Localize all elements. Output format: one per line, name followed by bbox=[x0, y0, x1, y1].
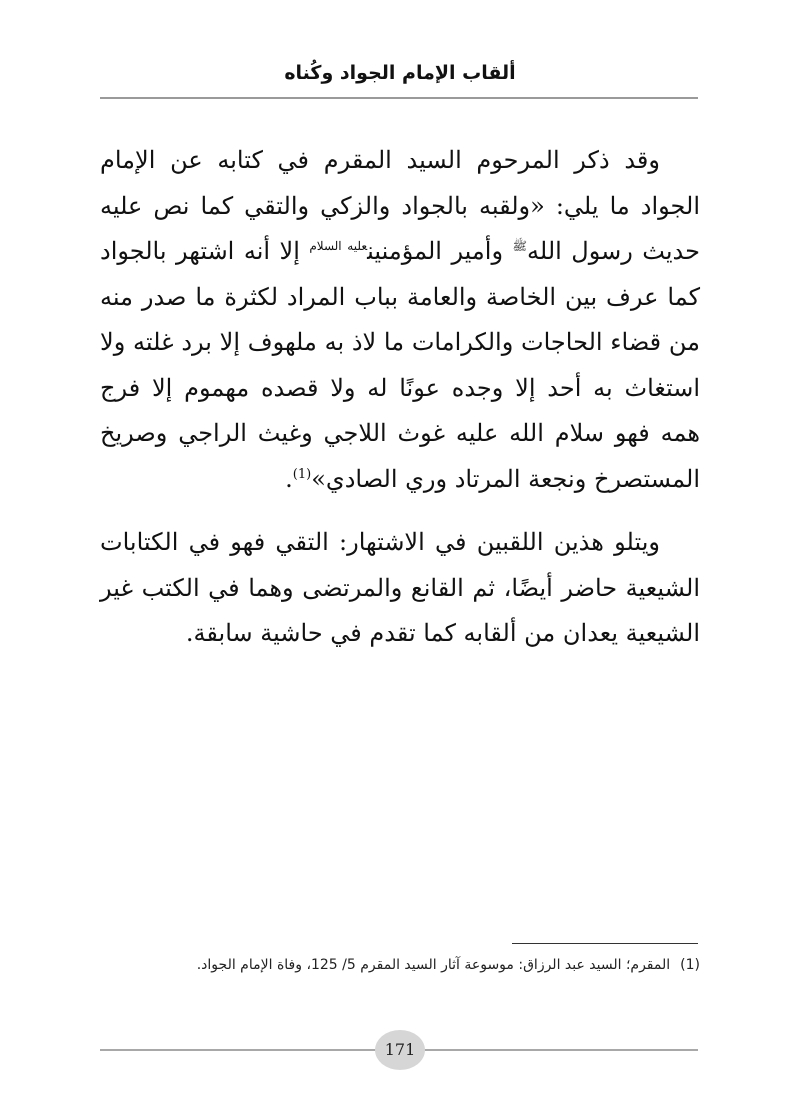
paragraph-1-part-3: إلا أنه اشتهر بالجواد كما عرف بين الخاصة والعامة بباب المراد لكثرة ما صدر منه من قضاء الحاجات والكرامات ما لاذ به ملهوف إلا برد غلته ولا استغاث به أحد إلا وجده عونًا له ولا قصده مهموم إلا فرج همه فهو سلام الله عليه غوث اللاجي وغيث الراجي وصريخ المستصرخ ونجعة المرتاد وري الصادي» bbox=[100, 237, 700, 493]
main-text bbox=[100, 138, 700, 657]
footnote-text: المقرم؛ السيد عبد الرزاق: موسوعة آثار السيد المقرم 5/ 125، وفاة الإمام الجواد. bbox=[196, 957, 671, 973]
paragraph-2: ويتلو هذين اللقبين في الاشتهار: التقي فهو في الكتابات الشيعية حاضر أيضًا، ثم القانع والمرتضى وهما في الكتب غير الشيعية يعدان من ألقابه كما تقدم في حاشية سابقة. bbox=[100, 528, 700, 647]
paragraph-1 bbox=[100, 138, 700, 502]
page-number: 171 bbox=[375, 1030, 425, 1070]
paragraph-1-end: . bbox=[285, 464, 293, 493]
paragraph-1-part-2: وأمير المؤمنين bbox=[367, 237, 513, 265]
footnote-reference[interactable]: (1) bbox=[292, 466, 312, 482]
footnote-marker: (1) bbox=[680, 957, 700, 973]
footnote-divider bbox=[512, 943, 698, 944]
footnote-1 bbox=[100, 957, 700, 973]
header-divider bbox=[100, 97, 698, 99]
paragraph-1-part-1: وقد ذكر المرحوم السيد المقرم في كتابه عن الإمام الجواد ما يلي: «ولقبه بالجواد والزكي والتقي كما نص عليه حديث رسول الله bbox=[100, 146, 700, 265]
running-header-title: ألقاب الإمام الجواد وكُناه bbox=[284, 62, 516, 84]
salutation-prophet: ﷺ bbox=[512, 239, 528, 253]
salutation-imam: عليه السلام bbox=[309, 239, 368, 253]
